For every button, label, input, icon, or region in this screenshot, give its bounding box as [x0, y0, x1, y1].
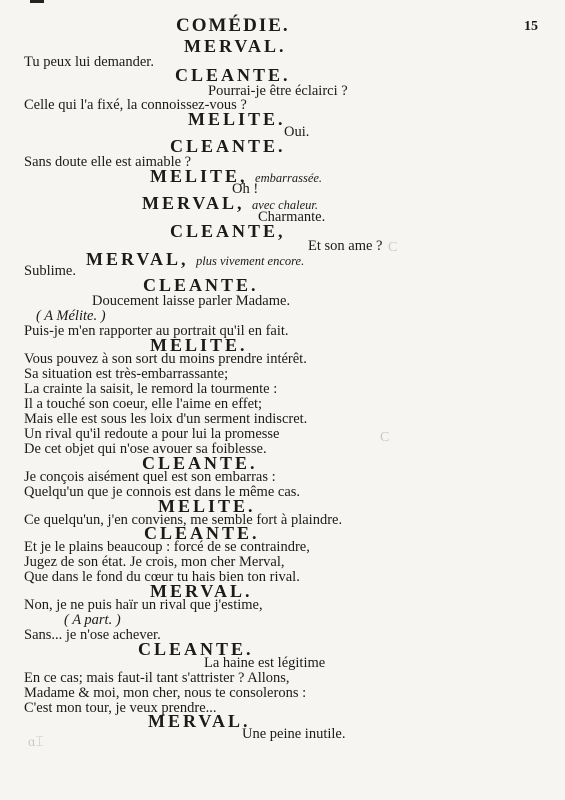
speaker-heading: CLEANTE,: [170, 221, 286, 241]
stage-direction: avec chaleur.: [252, 198, 318, 212]
verse-line: Sans... je n'ose achever.: [24, 627, 161, 643]
verse-line: Ce quelqu'un, j'en conviens, me semble fort à plaindre.: [24, 512, 343, 528]
speaker-heading: CLEANTE.: [144, 523, 260, 543]
verse-line: Jugez de son état. Je crois, mon cher Merval,: [24, 554, 285, 570]
bleed-through-mark: C: [388, 240, 398, 255]
stage-direction: embarrassée.: [255, 171, 323, 185]
verse-line: Puis-je m'en rapporter au portrait qu'il en fait.: [24, 323, 289, 339]
verse-line: La haine est légitime: [204, 655, 326, 671]
speaker-heading: MERVAL.: [148, 711, 251, 731]
verse-line: Que dans le fond du cœur tu hais bien ton rival.: [24, 569, 300, 585]
verse-line: Je conçois aisément quel est son embarras :: [24, 469, 276, 485]
verse-line: Tu peux lui demander.: [24, 54, 154, 70]
verse-line: Sublime.: [24, 263, 76, 279]
verse-line: Pourrai-je être éclairci ?: [208, 83, 348, 99]
verse-line: Et son ame ?: [308, 238, 383, 254]
speaker-heading: CLEANTE.: [138, 639, 254, 659]
speaker-heading: CLEANTE.: [143, 275, 259, 295]
speaker-name: MELITE,: [150, 166, 248, 186]
verse-line: Sans doute elle est aimable ?: [24, 154, 192, 170]
speaker-heading: CLEANTE.: [142, 453, 258, 473]
verse-line: Oui.: [284, 124, 310, 140]
verse-line: Et je le plains beaucoup : forcé de se contraindre,: [24, 539, 310, 555]
verse-line: En ce cas; mais faut-il tant s'attrister ? Allons,: [24, 670, 290, 686]
stage-direction: plus vivement encore.: [196, 254, 305, 268]
speaker-heading: MELITE.: [188, 109, 286, 129]
verse-line: Doucement laisse parler Madame.: [92, 293, 291, 309]
verse-line: Quelqu'un que je connois est dans le même cas.: [24, 484, 301, 500]
stage-direction: ( A part. ): [64, 612, 121, 628]
speaker-heading: MERVAL.: [150, 581, 253, 601]
verse-line: Vous pouvez à son sort du moins prendre intérêt.: [24, 351, 307, 367]
verse-line: Mais elle est sous les loix d'un serment indiscret.: [24, 411, 308, 427]
speaker-heading: CLEANTE.: [170, 136, 286, 156]
page-number: 15: [524, 19, 538, 34]
stage-direction: ( A Mélite. ): [36, 308, 106, 324]
speaker-heading: CLEANTE.: [175, 65, 291, 85]
speaker-heading: [86, 250, 304, 268]
speaker-heading: MELITE.: [150, 335, 248, 355]
verse-line: Une peine inutile.: [242, 726, 346, 742]
speaker-heading: MELITE.: [158, 496, 256, 516]
bleed-through-mark: C: [380, 430, 390, 445]
verse-line: C'est mon tour, je veux prendre...: [24, 700, 217, 716]
bleed-through-mark: ɑ⌶: [28, 735, 44, 750]
running-header: COMÉDIE.: [176, 15, 290, 36]
verse-line: De cet objet qui n'ose avouer sa foiblesse.: [24, 441, 267, 457]
speaker-name: MERVAL,: [142, 193, 245, 213]
verse-line: Madame & moi, mon cher, nous te consolerons :: [24, 685, 307, 701]
speaker-name: MERVAL,: [86, 249, 189, 269]
verse-line: Celle qui l'a fixé, la connoissez-vous ?: [24, 97, 247, 113]
verse-line: Charmante.: [258, 209, 326, 225]
verse-line: La crainte la saisit, le remord la tourmente :: [24, 381, 278, 397]
verse-line: Sa situation est très-embarrassante;: [24, 366, 229, 382]
verse-line: Il a touché son coeur, elle l'aime en effet;: [24, 396, 263, 412]
page-edge-mark: [30, 0, 44, 3]
verse-line: Oh !: [232, 181, 259, 197]
speaker-heading: MERVAL.: [184, 36, 287, 56]
verse-line: Non, je ne puis haïr un rival que j'estime,: [24, 597, 263, 613]
verse-line: Un rival qu'il redoute a pour lui la promesse: [24, 426, 280, 442]
